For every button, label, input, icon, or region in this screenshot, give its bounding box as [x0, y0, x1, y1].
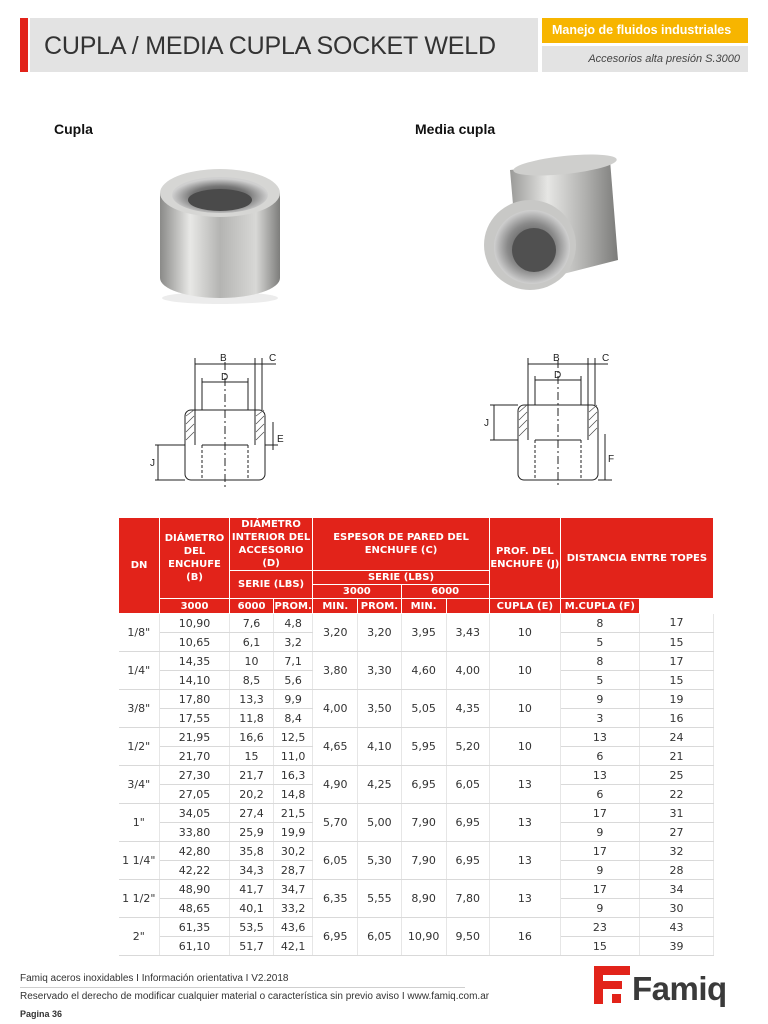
- cell-c-3000-prom: 3,20: [313, 614, 358, 652]
- cell-d-3000: 41,7: [229, 880, 273, 899]
- cell-mcupla-f: 19: [639, 690, 713, 709]
- cell-c-3000-prom: 6,05: [313, 842, 358, 880]
- dimensions-table: [118, 517, 714, 956]
- cell-c-3000-min: 4,25: [358, 766, 401, 804]
- cell-mcupla-f: 21: [639, 747, 713, 766]
- cell-c-3000-min: 5,30: [358, 842, 401, 880]
- cell-d-3000: 40,1: [229, 899, 273, 918]
- cell-cupla-e: 6: [560, 747, 639, 766]
- cell-profundidad: 13: [489, 842, 560, 880]
- col-header-mcupla-f: M.CUPLA (F): [560, 599, 639, 614]
- cell-mcupla-f: 34: [639, 880, 713, 899]
- cell-d-6000: 30,2: [274, 842, 313, 861]
- col-header-serie-3000: 3000: [313, 585, 401, 599]
- cell-cupla-e: 9: [560, 899, 639, 918]
- col-header-diametro-interior: DIÁMETRO INTERIOR DEL ACCESORIO (D): [229, 518, 312, 571]
- dim-e-label: E: [277, 434, 284, 445]
- col-header-serie-c: SERIE (LBS): [313, 571, 490, 585]
- cell-mcupla-f: 30: [639, 899, 713, 918]
- cell-mcupla-f: 15: [639, 633, 713, 652]
- col-header-cupla-e: CUPLA (E): [489, 599, 560, 614]
- cell-dn: 1/2": [119, 728, 160, 766]
- cell-diametro-enchufe: 14,10: [160, 671, 230, 690]
- category-label: Manejo de fluidos industriales: [552, 23, 732, 37]
- cell-c-6000-prom: 5,05: [401, 690, 446, 728]
- famiq-logo-icon: [594, 966, 630, 1004]
- media-cupla-drawing: [480, 350, 620, 490]
- cell-c-3000-prom: 6,35: [313, 880, 358, 918]
- cell-cupla-e: 17: [560, 880, 639, 899]
- cell-cupla-e: 6: [560, 785, 639, 804]
- cell-diametro-enchufe: 21,70: [160, 747, 230, 766]
- cell-c-6000-min: 9,50: [446, 918, 489, 956]
- cell-mcupla-f: 24: [639, 728, 713, 747]
- dim-j-label: J: [150, 458, 155, 469]
- cell-mcupla-f: 43: [639, 918, 713, 937]
- cell-c-3000-min: 5,55: [358, 880, 401, 918]
- cell-cupla-e: 17: [560, 804, 639, 823]
- cell-d-3000: 13,3: [229, 690, 273, 709]
- cell-c-3000-min: 6,05: [358, 918, 401, 956]
- cell-c-3000-prom: 6,95: [313, 918, 358, 956]
- cell-cupla-e: 13: [560, 766, 639, 785]
- header-accent-bar: [20, 18, 28, 72]
- cell-profundidad: 10: [489, 690, 560, 728]
- cell-mcupla-f: 17: [639, 614, 713, 633]
- cell-d-6000: 19,9: [274, 823, 313, 842]
- media-cupla-label: Media cupla: [415, 121, 496, 137]
- title-box: [30, 18, 538, 72]
- cell-d-6000: 7,1: [274, 652, 313, 671]
- cell-c-3000-prom: 4,00: [313, 690, 358, 728]
- cell-c-6000-min: 6,05: [446, 766, 489, 804]
- cell-c-6000-prom: 7,90: [401, 804, 446, 842]
- cell-mcupla-f: 17: [639, 652, 713, 671]
- cell-dn: 3/4": [119, 766, 160, 804]
- col-header-min-6000: MIN.: [401, 599, 446, 614]
- cell-cupla-e: 13: [560, 728, 639, 747]
- cell-c-6000-min: 4,35: [446, 690, 489, 728]
- col-header-serie-d: SERIE (LBS): [229, 571, 312, 599]
- cell-diametro-enchufe: 27,05: [160, 785, 230, 804]
- dim-c-label: C: [602, 353, 610, 364]
- cell-cupla-e: 5: [560, 633, 639, 652]
- cell-diametro-enchufe: 10,90: [160, 614, 230, 633]
- cell-cupla-e: 8: [560, 652, 639, 671]
- cell-diametro-enchufe: 14,35: [160, 652, 230, 671]
- cell-c-6000-prom: 5,95: [401, 728, 446, 766]
- cell-d-6000: 11,0: [274, 747, 313, 766]
- col-header-espesor: ESPESOR DE PARED DEL ENCHUFE (C): [313, 518, 490, 571]
- table-row: [119, 842, 714, 861]
- cell-diametro-enchufe: 34,05: [160, 804, 230, 823]
- cell-cupla-e: 9: [560, 861, 639, 880]
- cupla-drawing: [150, 350, 290, 490]
- cell-dn: 3/8": [119, 690, 160, 728]
- page-title: CUPLA / MEDIA CUPLA SOCKET WELD: [44, 32, 496, 60]
- cell-d-6000: 9,9: [274, 690, 313, 709]
- table-row: [119, 614, 714, 633]
- category-badge: [542, 18, 748, 43]
- table-row: [119, 728, 714, 747]
- cell-d-3000: 16,6: [229, 728, 273, 747]
- cell-mcupla-f: 32: [639, 842, 713, 861]
- cell-d-3000: 27,4: [229, 804, 273, 823]
- cell-diametro-enchufe: 42,22: [160, 861, 230, 880]
- cell-c-6000-min: 7,80: [446, 880, 489, 918]
- col-header-dn: DN: [119, 518, 160, 614]
- cell-c-6000-prom: 4,60: [401, 652, 446, 690]
- cell-c-3000-prom: 3,80: [313, 652, 358, 690]
- table-row: [119, 804, 714, 823]
- cell-d-3000: 35,8: [229, 842, 273, 861]
- cell-dn: 2": [119, 918, 160, 956]
- cell-c-3000-min: 3,20: [358, 614, 401, 652]
- cell-d-6000: 21,5: [274, 804, 313, 823]
- cell-diametro-enchufe: 48,90: [160, 880, 230, 899]
- cell-dn: 1/8": [119, 614, 160, 652]
- cell-cupla-e: 3: [560, 709, 639, 728]
- cell-diametro-enchufe: 33,80: [160, 823, 230, 842]
- cell-diametro-enchufe: 61,10: [160, 937, 230, 956]
- cell-profundidad: 13: [489, 880, 560, 918]
- cell-d-6000: 16,3: [274, 766, 313, 785]
- cell-c-3000-min: 3,50: [358, 690, 401, 728]
- cell-d-3000: 21,7: [229, 766, 273, 785]
- cell-diametro-enchufe: 17,80: [160, 690, 230, 709]
- cell-d-3000: 10: [229, 652, 273, 671]
- cell-d-6000: 43,6: [274, 918, 313, 937]
- cell-mcupla-f: 15: [639, 671, 713, 690]
- media-cupla-photo: [480, 150, 625, 305]
- cell-c-3000-prom: 4,90: [313, 766, 358, 804]
- cell-d-6000: 34,7: [274, 880, 313, 899]
- col-header-prom-6000: PROM.: [358, 599, 401, 614]
- cell-d-3000: 53,5: [229, 918, 273, 937]
- cell-c-6000-prom: 8,90: [401, 880, 446, 918]
- dim-f-label: F: [608, 454, 615, 465]
- footer-divider: [20, 987, 465, 988]
- cell-c-3000-prom: 5,70: [313, 804, 358, 842]
- cell-d-3000: 6,1: [229, 633, 273, 652]
- cell-d-6000: 42,1: [274, 937, 313, 956]
- page-number: Pagina 36: [20, 1009, 63, 1019]
- cell-profundidad: 10: [489, 614, 560, 652]
- cell-cupla-e: 15: [560, 937, 639, 956]
- cell-mcupla-f: 28: [639, 861, 713, 880]
- cell-mcupla-f: 25: [639, 766, 713, 785]
- cupla-photo: [150, 158, 290, 308]
- cell-profundidad: 13: [489, 804, 560, 842]
- cell-c-6000-prom: 3,95: [401, 614, 446, 652]
- col-header-profundidad: PROF. DEL ENCHUFE (J): [489, 518, 560, 599]
- dim-d-label: D: [554, 370, 562, 381]
- cell-c-6000-min: 3,43: [446, 614, 489, 652]
- cell-profundidad: 16: [489, 918, 560, 956]
- cell-diametro-enchufe: 48,65: [160, 899, 230, 918]
- dim-d-label: D: [221, 372, 229, 383]
- cell-c-6000-prom: 10,90: [401, 918, 446, 956]
- cell-mcupla-f: 22: [639, 785, 713, 804]
- cell-d-6000: 14,8: [274, 785, 313, 804]
- table-body: [119, 614, 714, 956]
- cell-cupla-e: 23: [560, 918, 639, 937]
- cell-c-6000-min: 6,95: [446, 804, 489, 842]
- cell-diametro-enchufe: 21,95: [160, 728, 230, 747]
- cell-diametro-enchufe: 27,30: [160, 766, 230, 785]
- cell-d-3000: 8,5: [229, 671, 273, 690]
- col-header-diametro-enchufe: DIÁMETRO DEL ENCHUFE (B): [160, 518, 230, 599]
- cell-d-6000: 3,2: [274, 633, 313, 652]
- cell-d-6000: 12,5: [274, 728, 313, 747]
- cell-d-3000: 20,2: [229, 785, 273, 804]
- cell-cupla-e: 8: [560, 614, 639, 633]
- cell-profundidad: 13: [489, 766, 560, 804]
- cell-dn: 1 1/4": [119, 842, 160, 880]
- subcategory-box: [542, 46, 748, 72]
- famiq-logo-text: Famiq: [632, 970, 727, 1007]
- cell-mcupla-f: 16: [639, 709, 713, 728]
- cell-mcupla-f: 39: [639, 937, 713, 956]
- table-row: [119, 652, 714, 671]
- cell-c-3000-min: 5,00: [358, 804, 401, 842]
- cell-d-6000: 5,6: [274, 671, 313, 690]
- footer-disclaimer: Reservado el derecho de modificar cualquier material o característica sin previo aviso I www.famiq.com.ar: [20, 991, 490, 1002]
- cell-profundidad: 10: [489, 728, 560, 766]
- cell-diametro-enchufe: 17,55: [160, 709, 230, 728]
- cell-cupla-e: 9: [560, 690, 639, 709]
- cell-dn: 1/4": [119, 652, 160, 690]
- col-header-j-blank: [446, 599, 489, 614]
- cell-d-3000: 15: [229, 747, 273, 766]
- cupla-label: Cupla: [54, 121, 93, 137]
- table-row: [119, 918, 714, 937]
- cell-mcupla-f: 27: [639, 823, 713, 842]
- cell-c-6000-min: 4,00: [446, 652, 489, 690]
- cell-diametro-enchufe: 61,35: [160, 918, 230, 937]
- cell-diametro-enchufe: 42,80: [160, 842, 230, 861]
- cell-c-6000-prom: 7,90: [401, 842, 446, 880]
- cell-c-6000-prom: 6,95: [401, 766, 446, 804]
- cell-diametro-enchufe: 10,65: [160, 633, 230, 652]
- dim-c-label: C: [269, 353, 277, 364]
- cell-cupla-e: 5: [560, 671, 639, 690]
- table-row: [119, 690, 714, 709]
- cell-d-3000: 11,8: [229, 709, 273, 728]
- subcategory-label: Accesorios alta presión S.3000: [588, 53, 740, 65]
- cell-cupla-e: 9: [560, 823, 639, 842]
- cell-mcupla-f: 31: [639, 804, 713, 823]
- col-header-min-3000: MIN.: [313, 599, 358, 614]
- footer-info: Famiq aceros inoxidables I Información orientativa I V2.2018: [20, 973, 289, 984]
- cell-d-3000: 51,7: [229, 937, 273, 956]
- cell-dn: 1": [119, 804, 160, 842]
- cell-profundidad: 10: [489, 652, 560, 690]
- cell-c-6000-min: 6,95: [446, 842, 489, 880]
- cell-cupla-e: 17: [560, 842, 639, 861]
- cell-d-3000: 34,3: [229, 861, 273, 880]
- cell-c-3000-min: 3,30: [358, 652, 401, 690]
- table-row: [119, 880, 714, 899]
- cell-d-6000: 28,7: [274, 861, 313, 880]
- dim-j-label: J: [484, 418, 489, 429]
- table-row: [119, 766, 714, 785]
- cell-d-6000: 33,2: [274, 899, 313, 918]
- col-header-d-6000: 6000: [229, 599, 273, 614]
- cell-d-3000: 25,9: [229, 823, 273, 842]
- cell-dn: 1 1/2": [119, 880, 160, 918]
- col-header-d-3000: 3000: [160, 599, 230, 614]
- cell-d-6000: 4,8: [274, 614, 313, 633]
- col-header-serie-6000: 6000: [401, 585, 489, 599]
- cell-d-3000: 7,6: [229, 614, 273, 633]
- dim-b-label: B: [220, 353, 227, 364]
- cell-d-6000: 8,4: [274, 709, 313, 728]
- cell-c-6000-min: 5,20: [446, 728, 489, 766]
- cell-c-3000-min: 4,10: [358, 728, 401, 766]
- cell-c-3000-prom: 4,65: [313, 728, 358, 766]
- col-header-prom-3000: PROM.: [274, 600, 312, 612]
- col-header-distancia: DISTANCIA ENTRE TOPES: [560, 518, 713, 599]
- dim-b-label: B: [553, 353, 560, 364]
